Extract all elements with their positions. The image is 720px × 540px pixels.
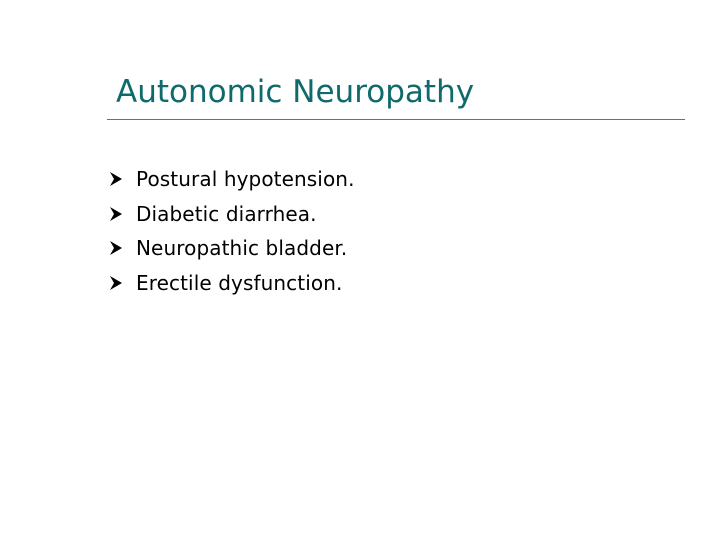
arrowhead-bullet-icon [108,167,136,191]
slide-title: Autonomic Neuropathy [116,74,475,110]
bullet-label: Postural hypotension. [136,167,355,192]
list-item [108,231,355,266]
arrowhead-bullet-icon [108,271,136,295]
list-item [108,266,355,301]
title-divider [107,119,685,120]
arrowhead-bullet-icon [108,236,136,260]
bullet-label: Erectile dysfunction. [136,270,343,295]
list-item [108,162,355,197]
bullet-list [108,162,355,300]
list-item [108,197,355,232]
arrowhead-bullet-icon [108,202,136,226]
bullet-label: Diabetic diarrhea. [136,201,317,226]
bullet-label: Neuropathic bladder. [136,236,348,261]
